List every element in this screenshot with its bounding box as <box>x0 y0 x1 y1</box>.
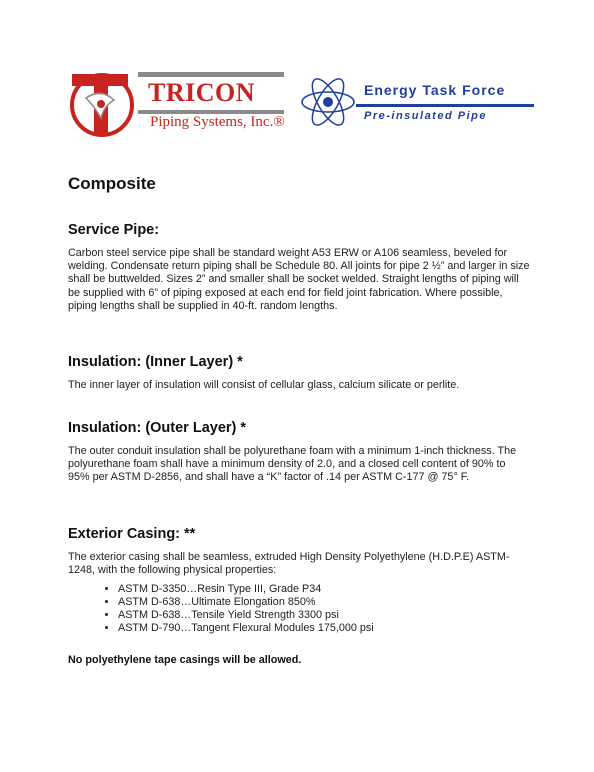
section-heading: Insulation: (Outer Layer) * <box>68 420 247 436</box>
header-logos <box>0 0 594 150</box>
list-item: • ASTM D-638…Tensile Yield Strength 3300 psi <box>118 609 530 622</box>
properties-list <box>68 583 530 634</box>
closing-note: No polyethylene tape casings will be allowed. <box>68 654 302 666</box>
atom-logo-icon <box>298 72 538 132</box>
list-item: • ASTM D-3350…Resin Type III, Grade P34 <box>118 583 530 596</box>
etf-subtitle: Pre-insulated Pipe <box>364 110 487 122</box>
list-item: • ASTM D-790…Tangent Flexural Modules 175,000 psi <box>118 622 530 635</box>
tricon-top-bar <box>138 72 284 77</box>
section-insulation-inner <box>68 354 530 392</box>
section-body: Carbon steel service pipe shall be standard weight A53 ERW or A106 seamless, beveled for welding. Condensate return piping shall be Schedule 80. All joints for pipe 2 ½” and larger in size shall be buttwelded. Sizes 2” and smaller shall be socket welded. Straight lengths of piping will be supplied with 6” of piping exposed at each end for field joint fabrication. Where possible, piping lengths shall be supplied in 40-ft. random lengths. <box>68 247 530 312</box>
tricon-name: TRICON <box>148 78 256 107</box>
list-item: • ASTM D-638…Ultimate Elongation 850% <box>118 596 530 609</box>
page-title: Composite <box>68 174 156 193</box>
section-body: The outer conduit insulation shall be polyurethane foam with a minimum 1-inch thickness. The polyurethane foam shall have a minimum density of 2.0, and a closed cell content of 90% to 95% per ASTM D-2856, and shall have a “K” factor of .14 per ASTM C-177 @ 75° F. <box>68 445 517 484</box>
section-heading: Insulation: (Inner Layer) * <box>68 354 243 370</box>
section-body: The exterior casing shall be seamless, extruded High Density Polyethylene (H.D.P.E) ASTM-1248, with the following physical properties: <box>68 551 510 577</box>
tricon-subtitle: Piping Systems, Inc.® <box>150 114 285 130</box>
section-service-pipe <box>68 222 530 313</box>
etf-title: Energy Task Force <box>364 82 506 98</box>
section-exterior-casing <box>68 526 530 635</box>
etf-divider <box>356 104 534 107</box>
section-heading: Service Pipe: <box>68 222 160 238</box>
section-body: The inner layer of insulation will consist of cellular glass, calcium silicate or perlite. <box>68 379 460 391</box>
section-heading: Exterior Casing: ** <box>68 526 196 542</box>
section-insulation-outer <box>68 420 530 485</box>
